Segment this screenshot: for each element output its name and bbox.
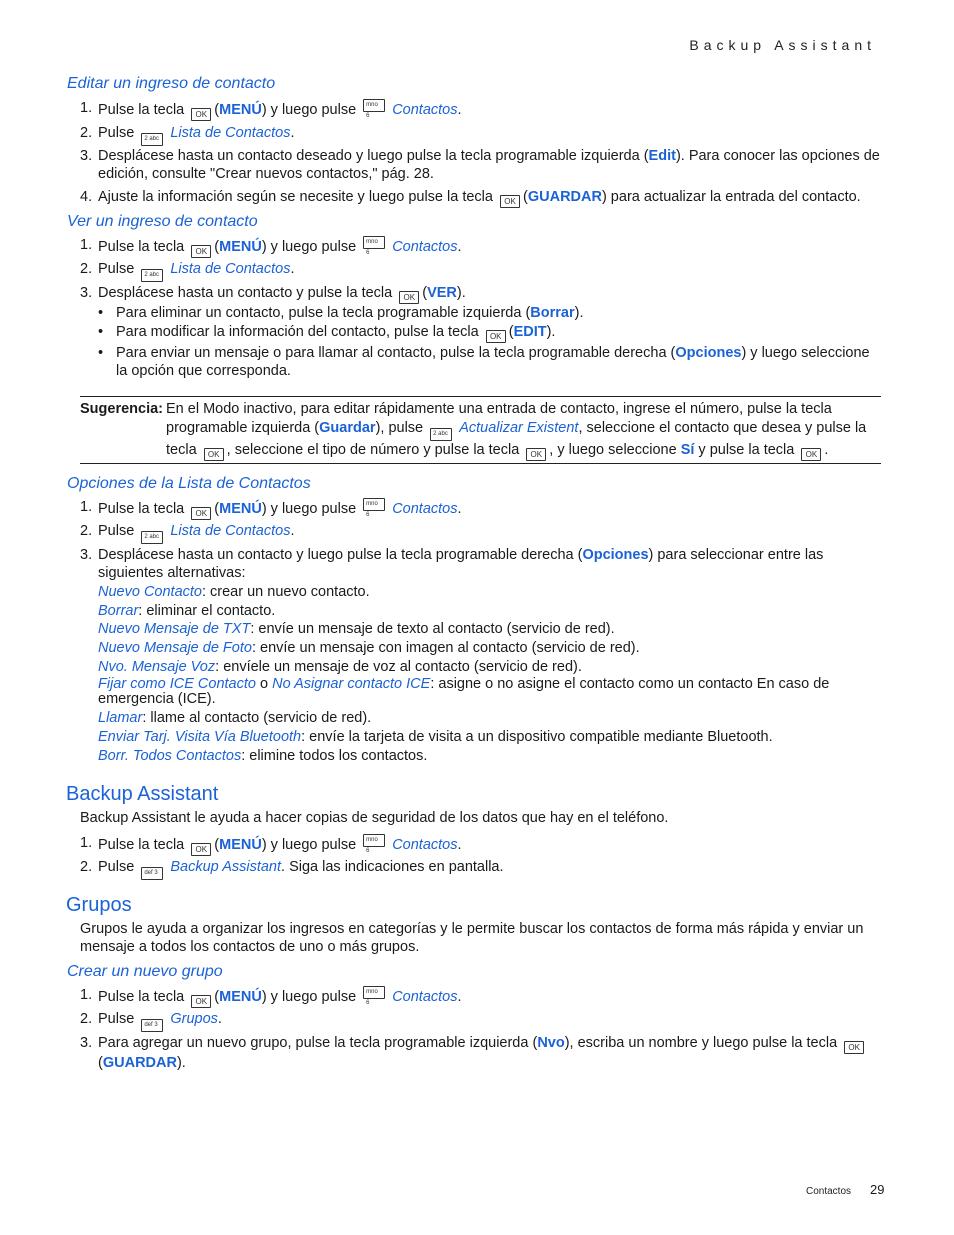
tip-label: Sugerencia: (80, 401, 163, 417)
step-edit-1: 1. Pulse la tecla OK (MENÚ) y luego pulse mno 6 Contactos. (80, 100, 462, 119)
option-new-photo-message: Nuevo Mensaje de Foto: envíe un mensaje con imagen al contacto (servicio de red). (98, 640, 640, 656)
abc2-key-icon: 2 abc (430, 428, 452, 441)
footer-section: Contactos (806, 1186, 852, 1197)
abc2-key-icon: 2 abc (141, 531, 163, 544)
step-edit-2: 2. Pulse 2 abc Lista de Contactos. (80, 124, 880, 142)
option-ice-contact: Fijar como ICE Contacto o No Asignar contacto ICE: asigne o no asigne el contacto como un contacto En caso de emergencia (ICE). (98, 676, 830, 707)
ok-key-icon: OK (191, 245, 211, 258)
step-groups-3: 3. Para agregar un nuevo grupo, pulse la tecla programable izquierda (Nvo), escriba un nombre y luego pulse la tecla OK (GUARDAR). (80, 1034, 880, 1052)
option-new-text-message: Nuevo Mensaje de TXT: envíe un mensaje de texto al contacto (servicio de red). (98, 621, 615, 637)
def3-key-icon: def 3 (141, 1019, 163, 1032)
abc2-key-icon: 2 abc (141, 133, 163, 146)
ok-key-icon: OK (191, 507, 211, 520)
option-new-contact: Nuevo Contacto: crear un nuevo contacto. (98, 584, 370, 600)
option-call: Llamar: llame al contacto (servicio de red). (98, 710, 372, 726)
mno6-key-icon: mno 6 (363, 99, 385, 112)
heading-backup-assistant: Backup Assistant (66, 783, 219, 805)
step-groups-1: 1. Pulse la tecla OK (MENÚ) y luego pulse mno 6 Contactos. (80, 987, 462, 1006)
def3-key-icon: def 3 (141, 867, 163, 880)
ok-key-icon: OK (486, 330, 506, 343)
step-backup-1: 1. Pulse la tecla OK (MENÚ) y luego pulse mno 6 Contactos. (80, 835, 462, 854)
ok-key-icon: OK (801, 448, 821, 461)
subheading-new-group: Crear un nuevo grupo (67, 963, 223, 980)
subheading-list-options: Opciones de la Lista de Contactos (67, 475, 311, 492)
step-groups-2: 2. Pulse def 3 Grupos. (80, 1010, 880, 1028)
bullet-icon: • (98, 305, 104, 321)
bullet-icon: • (98, 345, 104, 361)
ok-key-icon: OK (204, 448, 224, 461)
groups-intro: Grupos le ayuda a organizar los ingresos en categorías y le permite buscar los contactos de forma más rápida y enviar un mensaje a todos los contactos de uno o más grupos. (80, 921, 864, 955)
option-delete-all: Borr. Todos Contactos: elimine todos los contactos. (98, 748, 428, 764)
tip-text: En el Modo inactivo, para editar rápidamente una entrada de contacto, ingrese el número, pulse la tecla programable izquierda (Guardar), pulse 2 abc Actualizar Existent, seleccione el contacto que desea y pulse la tecla OK , seleccione el tipo de número y pulse la tecla OK , y luego seleccione Sí y pulse la tecla OK . (166, 401, 867, 459)
option-delete: Borrar: eliminar el contacto. (98, 603, 276, 619)
option-send-card-bluetooth: Enviar Tarj. Visita Vía Bluetooth: envíe la tarjeta de visita a un dispositivo compatible mediante Bluetooth. (98, 729, 773, 745)
subheading-edit-contact: Editar un ingreso de contacto (67, 75, 276, 92)
heading-groups: Grupos (66, 894, 132, 916)
ok-key-icon: OK (191, 995, 211, 1008)
backup-intro: Backup Assistant le ayuda a hacer copias de seguridad de los datos que hay en el teléfono. (80, 810, 669, 826)
page-number: 29 (870, 1182, 885, 1197)
ok-key-icon: OK (526, 448, 546, 461)
step-view-1: 1. Pulse la tecla OK (MENÚ) y luego pulse mno 6 Contactos. (80, 237, 462, 256)
abc2-key-icon: 2 abc (141, 269, 163, 282)
mno6-key-icon: mno 6 (363, 986, 385, 999)
running-title: Backup Assistant (689, 37, 876, 53)
step-edit-3: 3. Desplácese hasta un contacto deseado y luego pulse la tecla programable izquierda (Edit). Para conocer las opciones de edición, consulte "Crear nuevos contactos," pág. 28. (80, 148, 880, 182)
mno6-key-icon: mno 6 (363, 834, 385, 847)
ok-key-icon: OK (844, 1041, 864, 1054)
step-opts-2: 2. Pulse 2 abc Lista de Contactos. (80, 522, 880, 540)
option-voice-message: Nvo. Mensaje Voz: envíele un mensaje de voz al contacto (servicio de red). (98, 659, 582, 675)
step-opts-1: 1. Pulse la tecla OK (MENÚ) y luego pulse mno 6 Contactos. (80, 499, 462, 518)
ok-key-icon: OK (191, 108, 211, 121)
mno6-key-icon: mno 6 (363, 236, 385, 249)
manual-page: Backup Assistant Editar un ingreso de contacto 1. Pulse la tecla OK (MENÚ) y luego pulse mno 6 Contactos. 2. Pulse 2 abc Lista de Contactos. 3. Desplácese hasta un contacto deseado y luego pulse la tecla programable izquierda (Edit). Para conocer las opciones de edición, consulte "Crear nuevos contactos," pág. 28. 4. Ajuste la información según se necesite y luego pulse la tecla OK (GUARDAR) para actualizar la entrada del contacto. Ver un ingreso de contacto 1. Pulse la tecla OK (MENÚ) y luego pulse mno 6 Contactos. 2. Pulse 2 abc Lista de Contactos. 3. Desplácese hasta un contacto y pulse la tecla OK (VER). • Para eliminar un contacto, pulse la tecla programable izquierda (Borrar). • Para modificar la información del contacto, pulse la tecla OK (EDIT). • Para enviar un mensaje o para llamar al contacto, pulse la tecla programable derecha (Opciones) y luego seleccione la opción que corresponda. Sugerencia: En el Modo inactivo, para editar rápidamente una entrada de contacto, ingrese el número, pulse la tecla programable izquierda (Guardar), pulse 2 abc Actualizar Existent, seleccione el contacto que desea y pulse la tecla OK , seleccione el tipo de número y pulse la tecla OK , y luego seleccione Sí y pulse la tecla OK . Opciones de la Lista de Contactos 1. Pulse la tecla OK (MENÚ) y luego pulse mno 6 Contactos. 2. Pulse 2 abc Lista de Contactos. 3. Desplácese hasta un contacto y luego pulse la tecla programable derecha (Opciones) para seleccionar entre las siguientes alternativas: Nuevo Contacto: crear un nuevo contacto. Borrar: eliminar el contacto. Nuevo Mensaje de TXT: envíe un mensaje de texto al contacto (servicio de red). Nuevo Mensaje de Foto: envíe un mensaje con imagen al contacto (servicio de red). Nvo. Mensaje Voz: envíele un mensaje de voz al contacto (servicio de red). Fijar como ICE Contacto o No Asignar contacto ICE: asigne o no asigne el contacto como un contacto En caso de emergencia (ICE). Llamar: llame al contacto (servicio de red). Enviar Tarj. Visita Vía Bluetooth: envíe la tarjeta de visita a un dispositivo compatible mediante Bluetooth. Borr. Todos Contactos: elimine todos los contactos. Backup Assistant Backup Assistant le ayuda a hacer copias de seguridad de los datos que hay en el teléfono. 1. Pulse la tecla OK (MENÚ) y luego pulse mno 6 Contactos. 2. Pulse def 3 Backup Assistant. Siga las indicaciones en pantalla. Grupos Grupos le ayuda a organizar los ingresos en categorías y le permite buscar los contactos de forma más rápida y enviar un mensaje a todos los contactos de uno o más grupos. Crear un nuevo grupo 1. Pulse la tecla OK (MENÚ) y luego pulse mno 6 Contactos. 2. Pulse def 3 Grupos. 3. Para agregar un nuevo grupo, pulse la tecla programable izquierda (Nvo), escriba un nombre y luego pulse la tecla OK (GUARDAR). Contactos 29 (0, 0, 954, 1235)
tip-box (80, 396, 881, 464)
subheading-view-contact: Ver un ingreso de contacto (67, 213, 258, 230)
step-view-2: 2. Pulse 2 abc Lista de Contactos. (80, 260, 880, 278)
ok-key-icon: OK (191, 843, 211, 856)
step-backup-2: 2. Pulse def 3 Backup Assistant. Siga las indicaciones en pantalla. (80, 858, 880, 876)
step-opts-3: 3. Desplácese hasta un contacto y luego pulse la tecla programable derecha (Opciones) para seleccionar entre las siguientes alternativas: (80, 547, 824, 581)
step-view-3: 3. Desplácese hasta un contacto y pulse la tecla OK (VER). (80, 285, 466, 302)
step-edit-4: 4. Ajuste la información según se necesite y luego pulse la tecla OK (GUARDAR) para actualizar la entrada del contacto. (80, 189, 861, 206)
ok-key-icon: OK (500, 195, 520, 208)
ok-key-icon: OK (399, 291, 419, 304)
bullet-icon: • (98, 324, 104, 340)
mno6-key-icon: mno 6 (363, 498, 385, 511)
